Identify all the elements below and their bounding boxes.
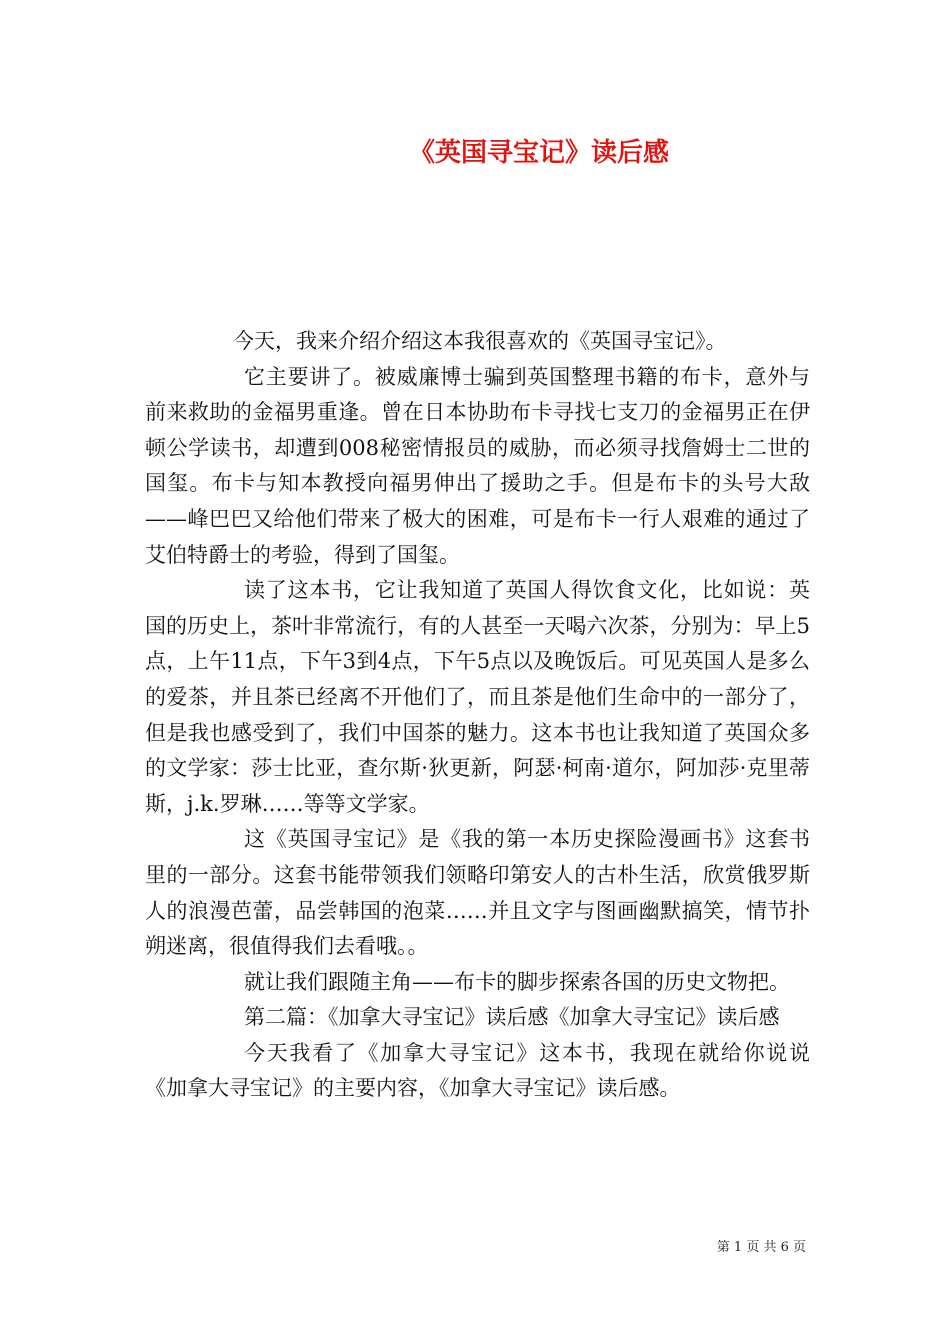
paragraph-intro: 今天，我来介绍介绍这本我很喜欢的《英国寻宝记》。 xyxy=(233,329,727,353)
paragraph-tea-culture: 读了这本书，它让我知道了英国人得饮食文化，比如说：英国的历史上，茶叶非常流行，有的人甚至一天喝六次茶，分别为：早上5点，上午11点，下午3到4点，下午5点以及晚饭后。可见英国人是多么的爱茶，并且茶已经离不开他们了，而且茶是他们生命中的一部分了，但是我也感受到了，我们中国茶的魅力。这本书也让我知道了英国众多的文学家：莎士比亚，查尔斯·狄更新，阿瑟·柯南·道尔，阿加莎·克里蒂斯，j.k.罗琳……等等文学家。 xyxy=(145,578,810,816)
paragraph-series: 这《英国寻宝记》是《我的第一本历史探险漫画书》这套书里的一部分。这套书能带领我们领略印第安人的古朴生活，欣赏俄罗斯人的浪漫芭蕾，品尝韩国的泡菜……并且文字与图画幽默搞笑，情节扑朔迷离，很值得我们去看哦。。 xyxy=(145,827,810,959)
document-title-text: 《英国寻宝记》读后感 xyxy=(408,138,669,168)
document-title xyxy=(0,132,950,169)
paragraph-summary: 它主要讲了。被威廉博士骗到英国整理书籍的布卡，意外与前来救助的金福男重逢。曾在日本协助布卡寻找七支刀的金福男正在伊顿公学读书，却遭到008秘密情报员的威胁，而必须寻找詹姆士二世的国玺。布卡与知本教授向福男伸出了援助之手。但是布卡的头号大敌——峰巴巴又给他们带来了极大的困难，可是布卡一行人艰难的通过了艾伯特爵士的考验，得到了国玺。 xyxy=(145,364,810,567)
paragraph-second-title: 第二篇：《加拿大寻宝记》读后感《加拿大寻宝记》读后感 xyxy=(244,1005,780,1030)
paragraph-canada: 今天我看了《加拿大寻宝记》这本书，我现在就给你说说《加拿大寻宝记》的主要内容，《加拿大寻宝记》读后感。 xyxy=(145,1040,810,1101)
document-body xyxy=(145,324,810,1107)
paragraph-closing: 就让我们跟随主角——布卡的脚步探索各国的历史文物把。 xyxy=(244,969,790,994)
page-footer: 第 1 页 共 6 页 xyxy=(716,1240,806,1255)
